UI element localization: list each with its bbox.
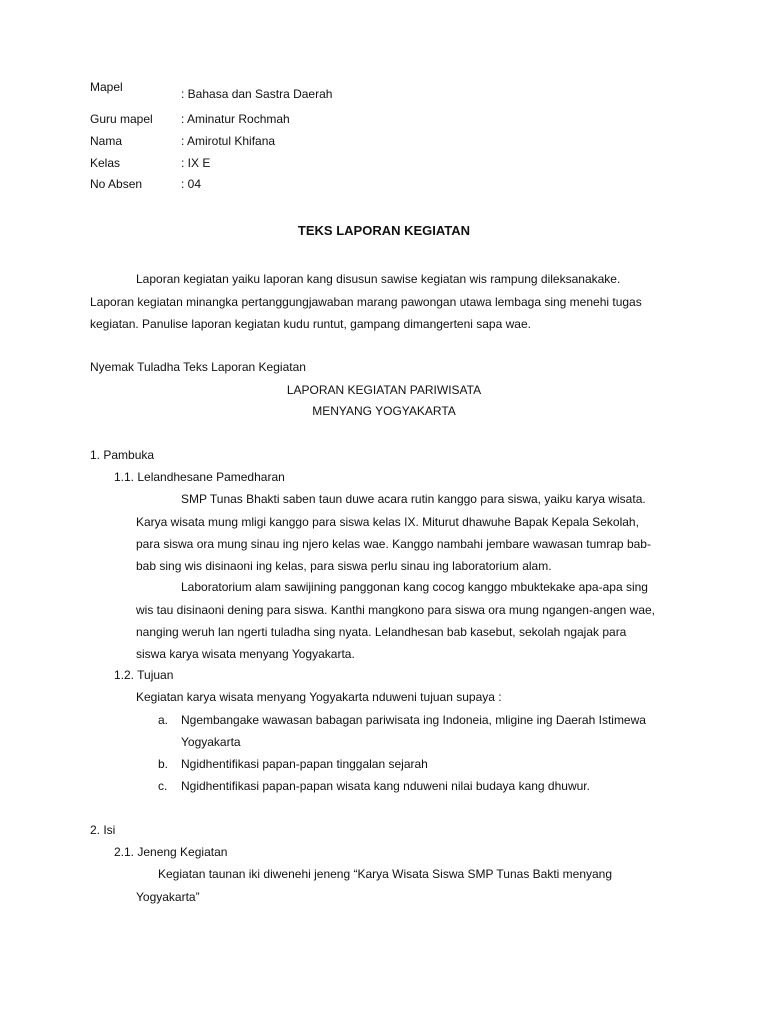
subsection-heading: 1.1. Lelandhesane Pamedharan: [114, 470, 285, 484]
paragraph-line: wis tau disinaoni dening para siswa. Kanthi mangkono para siswa ora mung ngangen-angen wae,: [136, 603, 655, 617]
label-no-absen: No Absen: [90, 177, 143, 191]
intro-line: Laporan kegiatan minangka pertanggungjawaban marang pawongan utawa lembaga sing menehi tugas: [90, 295, 642, 309]
paragraph-line: Yogyakarta”: [136, 890, 200, 904]
paragraph-line: SMP Tunas Bhakti saben taun duwe acara rutin kanggo para siswa, yaiku karya wisata.: [181, 492, 646, 506]
intro-line: kegiatan. Panulise laporan kegiatan kudu runtut, gampang dimangerteni sapa wae.: [90, 317, 531, 331]
value-mapel: : Bahasa dan Sastra Daerah: [181, 87, 333, 101]
label-nama: Nama: [90, 134, 123, 148]
paragraph-line: bab sing wis disinaoni ing kelas, para siswa perlu sinau ing laboratorium alam.: [136, 559, 552, 573]
value-guru-mapel: : Aminatur Rochmah: [181, 112, 290, 126]
report-title-line-2: MENYANG YOGYAKARTA: [312, 404, 456, 418]
paragraph-line: Laboratorium alam sawijining panggonan kang cocog kanggo mbuktekake apa-apa sing: [181, 580, 648, 594]
intro-line: Laporan kegiatan yaiku laporan kang disusun sawise kegiatan wis rampung dileksanakake.: [136, 272, 621, 286]
subsection-heading: 1.2. Tujuan: [114, 668, 174, 682]
value-no-absen: : 04: [181, 177, 202, 191]
list-item: Yogyakarta: [181, 735, 241, 749]
subsection-heading: 2.1. Jeneng Kegiatan: [114, 845, 228, 859]
list-marker: b.: [158, 757, 169, 771]
paragraph-line: nanging weruh lan ngerti tuladha sing nyata. Lelandhesan bab kasebut, sekolah ngajak para: [136, 625, 627, 639]
value-nama: : Amirotul Khifana: [181, 134, 276, 148]
report-title-line-1: LAPORAN KEGIATAN PARIWISATA: [286, 383, 482, 397]
list-item: Ngidhentifikasi papan-papan wisata kang nduweni nilai budaya kang dhuwur.: [181, 779, 590, 793]
label-kelas: Kelas: [90, 156, 121, 170]
paragraph-line: Kegiatan karya wisata menyang Yogyakarta nduweni tujuan supaya :: [136, 690, 502, 704]
list-marker: c.: [158, 779, 168, 793]
section-heading: 1. Pambuka: [90, 448, 155, 462]
label-mapel: Mapel: [90, 80, 123, 94]
paragraph-line: Kegiatan taunan iki diwenehi jeneng “Karya Wisata Siswa SMP Tunas Bakti menyang: [158, 867, 613, 881]
document-title: TEKS LAPORAN KEGIATAN: [297, 223, 471, 238]
label-guru-mapel: Guru mapel: [90, 112, 153, 126]
paragraph-line: siswa karya wisata menyang Yogyakarta.: [136, 647, 355, 661]
example-heading: Nyemak Tuladha Teks Laporan Kegiatan: [90, 360, 306, 374]
list-marker: a.: [158, 713, 169, 727]
paragraph-line: para siswa ora mung sinau ing njero kelas wae. Kanggo nambahi jembare wawasan tumrap bab-: [136, 537, 651, 551]
list-item: Ngembangake wawasan babagan pariwisata ing Indoneia, mligine ing Daerah Istimewa: [181, 713, 646, 727]
paragraph-line: Karya wisata mung mligi kanggo para siswa kelas IX. Miturut dhawuhe Bapak Kepala Sekolah,: [136, 515, 639, 529]
section-heading: 2. Isi: [90, 823, 116, 837]
list-item: Ngidhentifikasi papan-papan tinggalan sejarah: [181, 757, 428, 771]
value-kelas: : IX E: [181, 156, 211, 170]
